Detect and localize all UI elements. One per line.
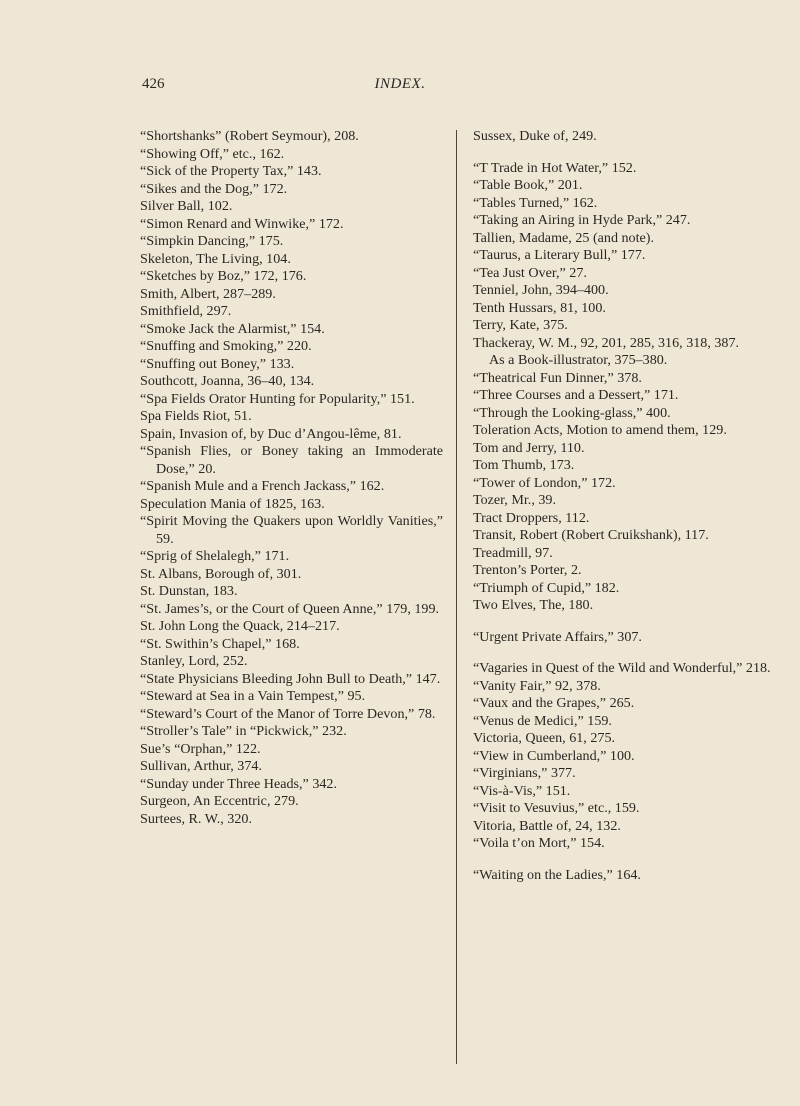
index-entry: Victoria, Queen, 61, 275. xyxy=(473,730,616,746)
index-entry: “Tea Just Over,” 27. xyxy=(473,264,587,281)
index-entry: “Sprig of Shelalegh,” 171. xyxy=(140,548,290,564)
index-entry: Sussex, Duke of, 249. xyxy=(473,128,597,144)
index-entry: “Urgent Private Affairs,” 307. xyxy=(473,628,642,645)
index-entry: “Spanish Flies, or Boney taking an Immoderate Dose,” 20. xyxy=(140,443,443,477)
index-entry: “Three Courses and a Dessert,” 171. xyxy=(473,387,679,403)
index-entry: “Venus de Medici,” 159. xyxy=(473,712,612,729)
index-entry: Tozer, Mr., 39. xyxy=(473,492,556,508)
index-entry: “Spirit Moving the Quakers upon Worldly Vanities,” 59. xyxy=(140,513,443,547)
index-entry: Treadmill, 97. xyxy=(473,544,553,561)
index-entry: St. Dunstan, 183. xyxy=(140,583,238,599)
index-entry: “Virginians,” 377. xyxy=(473,765,576,781)
index-entry: “Snuffing and Smoking,” 220. xyxy=(140,338,312,354)
index-entry: Surgeon, An Eccentric, 279. xyxy=(140,793,299,809)
index-entry: “Simpkin Dancing,” 175. xyxy=(140,233,284,249)
index-entry: Spain, Invasion of, by Duc d’Angou-lême, 81. xyxy=(140,425,402,442)
index-entry: Stanley, Lord, 252. xyxy=(140,653,248,669)
index-entry: “Steward’s Court of the Manor of Torre Devon,” 78. xyxy=(140,705,436,722)
index-entry: Thackeray, W. M., 92, 201, 285, 316, 318, 387. xyxy=(473,334,740,351)
index-entry: Tenniel, John, 394–400. xyxy=(473,282,609,298)
column-divider xyxy=(456,130,457,1064)
index-entry: Toleration Acts, Motion to amend them, 129. xyxy=(473,422,727,438)
index-entry: “St. James’s, or the Court of Queen Anne,” 179, 199. xyxy=(140,600,440,617)
index-entry: “Waiting on the Ladies,” 164. xyxy=(473,866,641,883)
index-entry: “Vanity Fair,” 92, 378. xyxy=(473,677,601,694)
page-header xyxy=(0,76,800,98)
index-entry: Southcott, Joanna, 36–40, 134. xyxy=(140,373,315,389)
index-entry: “Sikes and the Dog,” 172. xyxy=(140,180,288,197)
index-entry: “Visit to Vesuvius,” etc., 159. xyxy=(473,800,640,816)
index-entry: “Taking an Airing in Hyde Park,” 247. xyxy=(473,212,691,228)
index-entry: “Taurus, a Literary Bull,” 177. xyxy=(473,247,646,263)
index-entry: Tom Thumb, 173. xyxy=(473,457,575,473)
index-entry: “T Trade in Hot Water,” 152. xyxy=(473,159,637,176)
index-entry: “State Physicians Bleeding John Bull to Death,” 147. xyxy=(140,670,441,687)
index-entry: “Triumph of Cupid,” 182. xyxy=(473,579,620,596)
running-title: INDEX. xyxy=(374,76,426,92)
index-entry: Sullivan, Arthur, 374. xyxy=(140,758,262,774)
index-entry: “Spanish Mule and a French Jackass,” 162. xyxy=(140,478,385,494)
index-entry: “View in Cumberland,” 100. xyxy=(473,747,635,764)
index-entry: St. Albans, Borough of, 301. xyxy=(140,565,302,582)
page-number: 426 xyxy=(142,76,165,92)
index-entry: “Vagaries in Quest of the Wild and Wonderful,” 218. xyxy=(473,660,771,676)
index-entry: “Voila t’on Mort,” 154. xyxy=(473,835,605,851)
index-entry: “Shortshanks” (Robert Seymour), 208. xyxy=(140,128,359,144)
index-entry: Smith, Albert, 287–289. xyxy=(140,285,276,302)
index-subentry: As a Book-illustrator, 375–380. xyxy=(489,352,668,368)
index-column-left xyxy=(140,128,443,828)
index-entry: “Vaux and the Grapes,” 265. xyxy=(473,695,635,711)
index-entry: Vitoria, Battle of, 24, 132. xyxy=(473,817,621,834)
index-entry: Sue’s “Orphan,” 122. xyxy=(140,740,261,757)
index-entry: “Tables Turned,” 162. xyxy=(473,194,598,211)
index-entry: “Theatrical Fun Dinner,” 378. xyxy=(473,369,642,386)
index-entry: “Sketches by Boz,” 172, 176. xyxy=(140,268,307,284)
index-entry: Tract Droppers, 112. xyxy=(473,509,590,526)
index-entry: “Snuffing out Boney,” 133. xyxy=(140,355,295,372)
index-entry: Surtees, R. W., 320. xyxy=(140,810,252,827)
index-entry: “Stroller’s Tale” in “Pickwick,” 232. xyxy=(140,723,347,739)
index-entry: “Simon Renard and Winwike,” 172. xyxy=(140,215,344,232)
index-entry: Tallien, Madame, 25 (and note). xyxy=(473,229,654,246)
index-entry: Tom and Jerry, 110. xyxy=(473,439,585,456)
index-entry: Speculation Mania of 1825, 163. xyxy=(140,495,325,512)
index-entry: Transit, Robert (Robert Cruikshank), 117. xyxy=(473,527,709,543)
index-entry: St. John Long the Quack, 214–217. xyxy=(140,618,340,634)
index-entry: Silver Ball, 102. xyxy=(140,198,233,214)
index-entry: Terry, Kate, 375. xyxy=(473,317,568,333)
index-entry: “Vis-à-Vis,” 151. xyxy=(473,782,571,799)
index-entry: Skeleton, The Living, 104. xyxy=(140,250,291,267)
index-entry: “Steward at Sea in a Vain Tempest,” 95. xyxy=(140,688,366,704)
index-entry: “Sunday under Three Heads,” 342. xyxy=(140,775,337,792)
index-entry: Tenth Hussars, 81, 100. xyxy=(473,299,606,316)
index-entry: “Showing Off,” etc., 162. xyxy=(140,145,285,162)
index-entry: “Spa Fields Orator Hunting for Popularity,” 151. xyxy=(140,390,415,407)
index-entry: “Table Book,” 201. xyxy=(473,177,583,193)
index-entry: “St. Swithin’s Chapel,” 168. xyxy=(140,635,300,652)
index-entry: Two Elves, The, 180. xyxy=(473,597,594,613)
index-entry: Trenton’s Porter, 2. xyxy=(473,562,582,578)
index-entry: Spa Fields Riot, 51. xyxy=(140,408,252,424)
index-entry: “Sick of the Property Tax,” 143. xyxy=(140,163,322,179)
index-entry: “Through the Looking-glass,” 400. xyxy=(473,404,671,421)
index-entry: Smithfield, 297. xyxy=(140,303,232,319)
index-entry: “Smoke Jack the Alarmist,” 154. xyxy=(140,320,325,337)
index-entry: “Tower of London,” 172. xyxy=(473,474,616,491)
index-column-right xyxy=(473,128,783,884)
